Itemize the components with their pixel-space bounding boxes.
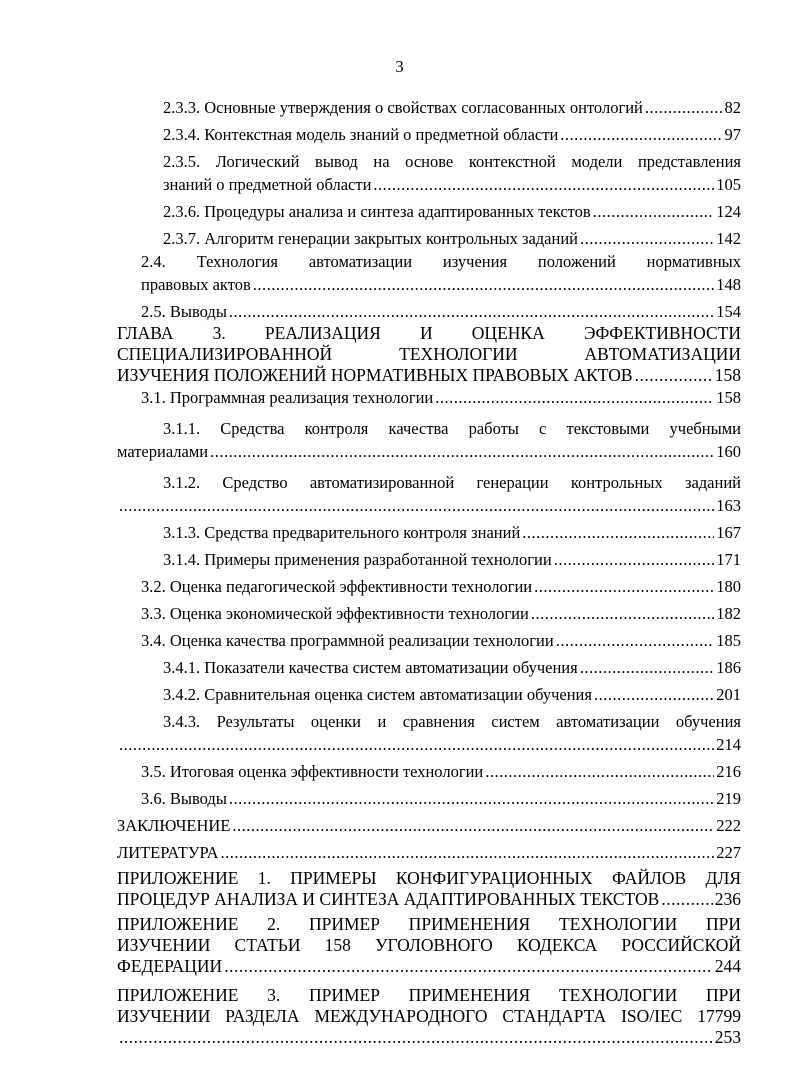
toc-entry-2-5[interactable] [117,300,741,323]
toc-entry-3-1[interactable] [117,386,741,409]
page-number: 3 [395,57,404,76]
toc-entry-last-line [117,956,741,977]
toc-entry-page: 97 [724,125,741,144]
toc-entry-3-4-2[interactable] [117,683,741,706]
toc-entry-title-line: правовых актов [141,275,251,294]
toc-entry-page: 154 [716,302,741,321]
leader-dots [435,386,714,409]
leader-dots [560,123,722,146]
leader-dots [224,956,713,977]
toc-entry-title-line: 2.3.5. Логический вывод на основе контекстной модели представления [163,152,741,171]
toc-entry-title: ЗАКЛЮЧЕНИЕ [117,816,231,835]
toc-entry-title-line: 2.4. Технология автоматизации изучения положений нормативных [141,252,741,271]
toc-entry-page: 222 [716,816,741,835]
toc-entry-page: 216 [716,762,741,781]
leader-dots [580,227,714,250]
toc-entry-2-4[interactable] [117,250,741,296]
toc-entry-page: 163 [716,496,741,515]
toc-entry-page: 227 [716,843,741,862]
toc-entry-2-3-4[interactable] [117,123,741,146]
toc-entry-title-line: ГЛАВА 3. РЕАЛИЗАЦИЯ И ОЦЕНКА ЭФФЕКТИВНОСТИ [117,323,741,343]
toc-entry-title: 3.1. Программная реализация технологии [141,388,434,407]
toc-entry-page: 185 [716,631,741,650]
toc-entry-3-1-1[interactable] [117,417,741,463]
toc-entry-3-6[interactable] [117,787,741,810]
toc-entry-3-4-3[interactable] [117,710,741,756]
toc-appendix-1[interactable] [117,868,741,910]
toc-entry-page: 158 [714,365,741,385]
toc-entry-3-1-4[interactable] [117,548,741,571]
leader-dots [119,494,714,517]
toc-entry-3-4-1[interactable] [117,656,741,679]
toc-entry-title: 2.3.3. Основные утверждения о свойствах согласованных онтологий [163,98,643,117]
toc-entry-title-line: ИЗУЧЕНИИ РАЗДЕЛА МЕЖДУНАРОДНОГО СТАНДАРТА ISO/IEC 17799 [117,1006,741,1026]
leader-dots [531,602,714,625]
toc-entry-page: 171 [716,550,741,569]
toc-entry-title: 3.6. Выводы [141,789,227,808]
leader-dots [373,173,714,196]
toc-entry-title-line: СПЕЦИАЛИЗИРОВАННОЙ ТЕХНОЛОГИИ АВТОМАТИЗАЦИИ [117,344,741,364]
toc-entry-2-3-6[interactable] [117,200,741,223]
toc-entry-title: 3.4.2. Сравнительная оценка систем автоматизации обучения [163,685,592,704]
toc-entry-title-line: ФЕДЕРАЦИИ [117,956,223,976]
leader-dots [522,521,714,544]
toc-entry-last-line [117,733,741,756]
leader-dots [534,575,714,598]
table-of-contents [117,96,741,1048]
toc-entry-last-line [117,494,741,517]
leader-dots [210,440,714,463]
toc-entry-title-line: ИЗУЧЕНИЯ ПОЛОЖЕНИЙ НОРМАТИВНЫХ ПРАВОВЫХ АКТОВ [117,365,633,385]
leader-dots [119,733,714,756]
toc-entry-last-line [117,889,741,910]
toc-chapter-3[interactable] [117,323,741,386]
leader-dots [635,365,713,386]
toc-entry-page: 167 [716,523,741,542]
toc-entry-title: 3.5. Итоговая оценка эффективности технологии [141,762,484,781]
toc-entry-title-line: материалами [117,442,209,461]
toc-appendix-2[interactable] [117,914,741,977]
leader-dots [229,787,714,810]
leader-dots [594,683,714,706]
toc-entry-page: 236 [714,889,741,909]
toc-entry-2-3-7[interactable] [117,227,741,250]
leader-dots [229,300,714,323]
toc-entry-title: ЛИТЕРАТУРА [117,843,219,862]
toc-entry-page: 142 [716,229,741,248]
toc-entry-last-line [117,1027,741,1048]
toc-entry-last-line [117,173,741,196]
toc-appendix-3[interactable] [117,985,741,1048]
toc-entry-title-line: 3.4.3. Результаты оценки и сравнения систем автоматизации обучения [163,712,741,731]
leader-dots [645,96,723,119]
toc-entry-title: 2.3.4. Контекстная модель знаний о предметной области [163,125,559,144]
toc-entry-3-3[interactable] [117,602,741,625]
toc-entry-page: 180 [716,577,741,596]
leader-dots [556,629,715,652]
leader-dots [580,656,715,679]
toc-entry-page: 201 [716,685,741,704]
toc-entry-page: 186 [716,658,741,677]
leader-dots [253,273,715,296]
leader-dots [593,200,715,223]
toc-entry-3-1-3[interactable] [117,521,741,544]
toc-entry-title-line: 3.1.1. Средства контроля качества работы с текстовыми учебными [163,419,741,438]
toc-entry-title-line: ПРИЛОЖЕНИЕ 2. ПРИМЕР ПРИМЕНЕНИЯ ТЕХНОЛОГИИ ПРИ [117,914,741,934]
toc-entry-page: 182 [716,604,741,623]
toc-entry-title-line: ПРИЛОЖЕНИЕ 3. ПРИМЕР ПРИМЕНЕНИЯ ТЕХНОЛОГИИ ПРИ [117,985,741,1005]
toc-entry-page: 253 [714,1027,741,1047]
toc-entry-title: 3.2. Оценка педагогической эффективности технологии [141,577,533,596]
toc-entry-3-2[interactable] [117,575,741,598]
toc-entry-title-line: знаний о предметной области [163,175,372,194]
toc-entry-page: 105 [716,175,741,194]
toc-entry-page: 219 [716,789,741,808]
toc-entry-title: 3.3. Оценка экономической эффективности технологии [141,604,529,623]
toc-entry-title-line: 3.1.2. Средство автоматизированной генерации контрольных заданий [163,473,741,492]
leader-dots [554,548,715,571]
toc-entry-page: 160 [716,442,741,461]
toc-entry-page: 214 [716,735,741,754]
toc-entry-2-3-5[interactable] [117,150,741,196]
toc-entry-3-1-2[interactable] [117,471,741,517]
toc-entry-page: 82 [724,98,741,117]
leader-dots [119,1027,713,1048]
toc-entry-title-line: ПРОЦЕДУР АНАЛИЗА И СИНТЕЗА АДАПТИРОВАННЫХ ТЕКСТОВ [117,889,660,909]
toc-entry-page: 124 [716,202,741,221]
leader-dots [232,814,714,837]
toc-entry-last-line [117,365,741,386]
leader-dots [485,760,714,783]
toc-entry-title-line: ИЗУЧЕНИИ СТАТЬИ 158 УГОЛОВНОГО КОДЕКСА РОССИЙСКОЙ [117,935,741,955]
toc-entry-last-line [117,440,741,463]
toc-entry-title-line: ПРИЛОЖЕНИЕ 1. ПРИМЕРЫ КОНФИГУРАЦИОННЫХ ФАЙЛОВ ДЛЯ [117,868,741,888]
leader-dots [221,841,715,864]
toc-entry-title: 3.1.4. Примеры применения разработанной технологии [163,550,552,569]
toc-entry-title: 2.3.6. Процедуры анализа и синтеза адаптированных текстов [163,202,591,221]
toc-entry-page: 158 [716,388,741,407]
toc-entry-3-5[interactable] [117,760,741,783]
toc-entry-2-3-3[interactable] [117,96,741,119]
toc-entry-last-line [117,273,741,296]
toc-entry-3-4[interactable] [117,629,741,652]
toc-entry-title: 3.1.3. Средства предварительного контроля знаний [163,523,521,542]
toc-entry-literature[interactable] [117,841,741,864]
toc-entry-page: 244 [714,956,741,976]
leader-dots [661,889,712,910]
toc-entry-title: 2.3.7. Алгоритм генерации закрытых контрольных заданий [163,229,578,248]
toc-entry-title: 3.4.1. Показатели качества систем автоматизации обучения [163,658,578,677]
toc-entry-page: 148 [716,275,741,294]
toc-entry-title: 2.5. Выводы [141,302,227,321]
toc-entry-title: 3.4. Оценка качества программной реализации технологии [141,631,554,650]
toc-entry-conclusion[interactable] [117,814,741,837]
